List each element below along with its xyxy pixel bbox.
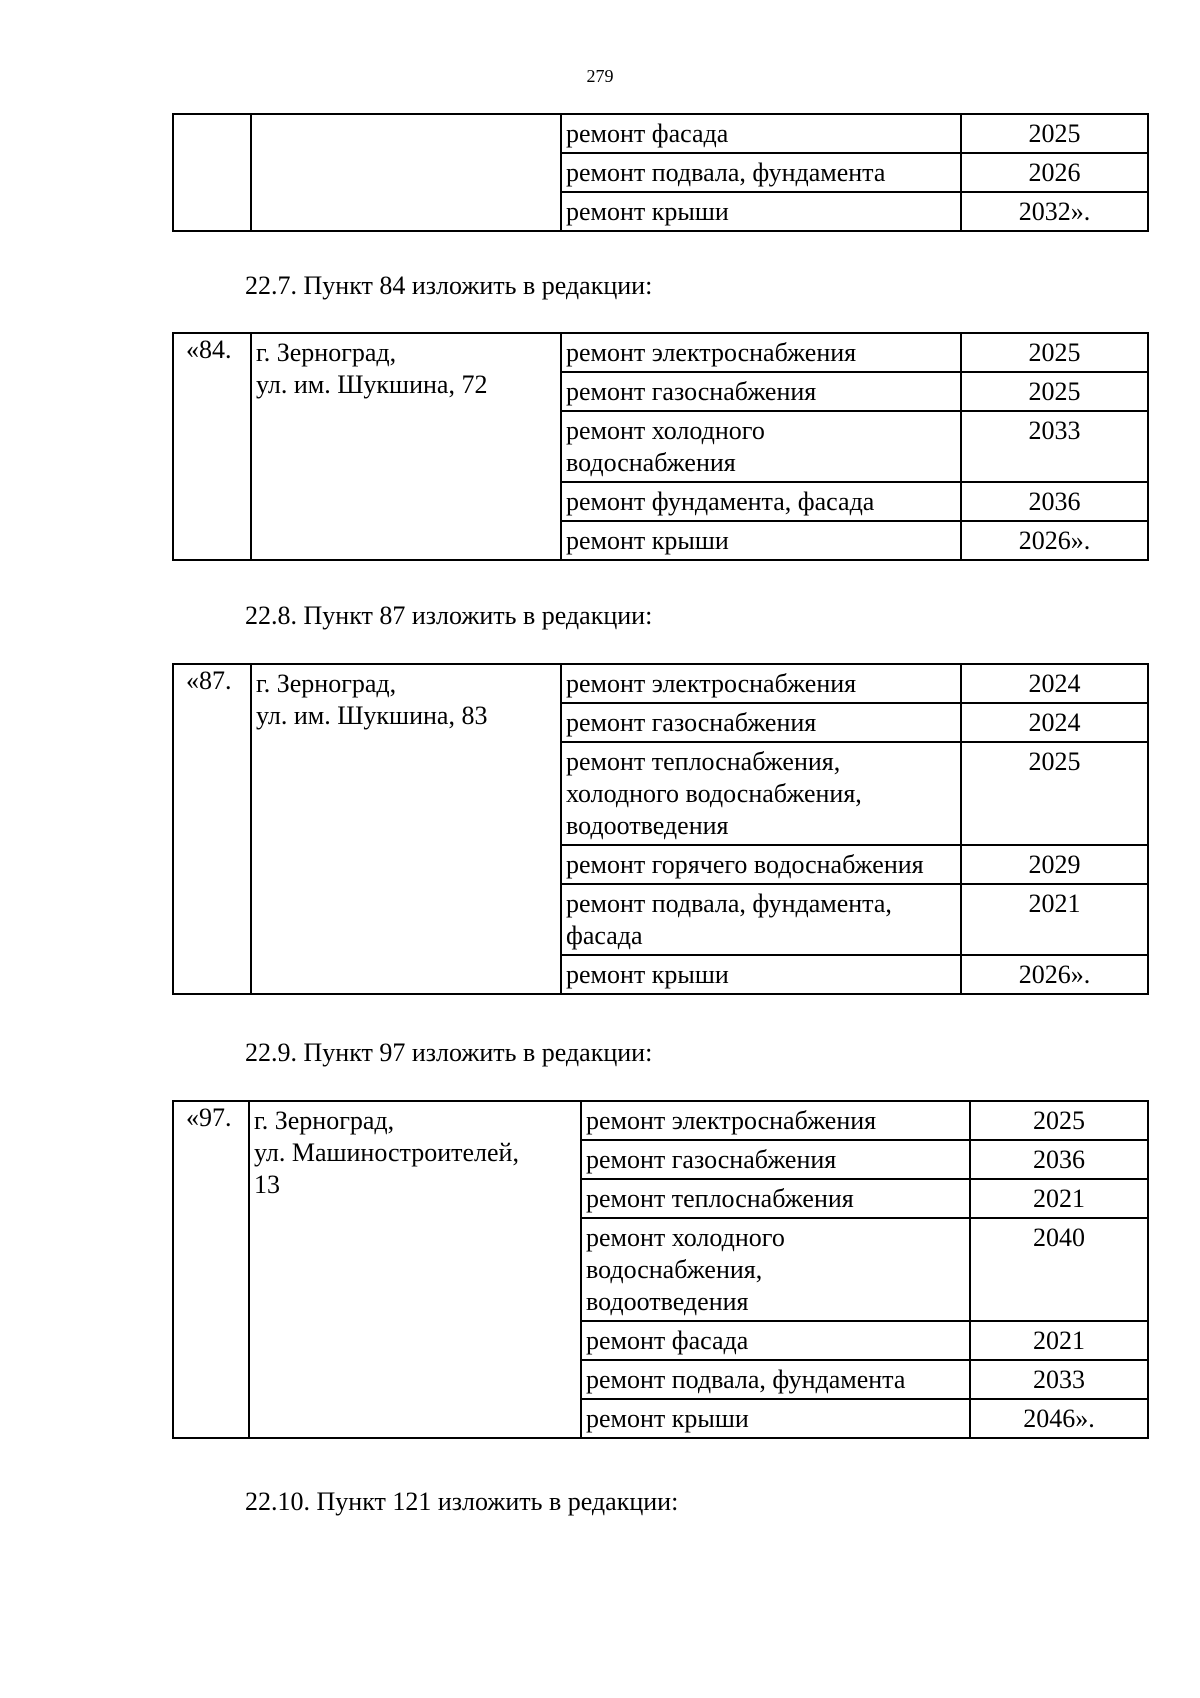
work-cell: ремонт фасада	[581, 1321, 970, 1360]
works-table	[172, 332, 1149, 561]
year-cell: 2032».	[961, 192, 1148, 231]
year-cell: 2046».	[970, 1399, 1148, 1438]
work-cell: ремонт газоснабжения	[561, 703, 961, 742]
work-line: ремонт холодного	[586, 1223, 785, 1252]
work-cell: ремонт электроснабжения	[561, 664, 961, 703]
year-cell: 2029	[961, 845, 1148, 884]
address-line: г. Зерноград,	[254, 1106, 395, 1135]
address-line: г. Зерноград,	[256, 338, 397, 367]
table-row	[173, 333, 1148, 372]
year-cell: 2021	[970, 1179, 1148, 1218]
table-row	[173, 114, 1148, 153]
table-block-84	[172, 332, 1147, 561]
work-line: водоотведения	[566, 811, 729, 840]
year-cell: 2033	[970, 1360, 1148, 1399]
work-cell: ремонт крыши	[561, 955, 961, 994]
section-heading-84: 22.7. Пункт 84 изложить в редакции:	[245, 271, 653, 300]
table-block-97	[172, 1100, 1147, 1439]
address-cell	[249, 1101, 581, 1438]
work-cell	[561, 742, 961, 845]
work-cell: ремонт газоснабжения	[581, 1140, 970, 1179]
work-cell	[581, 1218, 970, 1321]
item-number-cell: «84.	[173, 333, 251, 560]
work-cell: ремонт газоснабжения	[561, 372, 961, 411]
year-cell: 2021	[970, 1321, 1148, 1360]
address-cell	[251, 664, 561, 994]
works-table	[172, 663, 1149, 995]
year-cell: 2024	[961, 664, 1148, 703]
section-heading-121: 22.10. Пункт 121 изложить в редакции:	[245, 1487, 679, 1516]
item-number-cell: «87.	[173, 664, 251, 994]
works-table	[172, 113, 1149, 232]
year-cell: 2021	[961, 884, 1148, 955]
table-block-continuation	[172, 113, 1147, 232]
year-cell: 2036	[961, 482, 1148, 521]
year-cell: 2025	[961, 114, 1148, 153]
year-cell: 2026	[961, 153, 1148, 192]
work-cell	[561, 884, 961, 955]
table-block-87	[172, 663, 1147, 995]
item-number-cell: «97.	[173, 1101, 249, 1438]
item-number-cell	[173, 114, 251, 231]
address-line: ул. им. Шукшина, 72	[256, 370, 488, 399]
work-cell: ремонт фундамента, фасада	[561, 482, 961, 521]
section-heading-87: 22.8. Пункт 87 изложить в редакции:	[245, 601, 653, 630]
address-line: ул. Машиностроителей,	[254, 1138, 519, 1167]
year-cell: 2033	[961, 411, 1148, 482]
year-cell: 2024	[961, 703, 1148, 742]
address-line: ул. им. Шукшина, 83	[256, 701, 488, 730]
work-cell: ремонт горячего водоснабжения	[561, 845, 961, 884]
year-cell: 2026».	[961, 521, 1148, 560]
work-cell: ремонт теплоснабжения	[581, 1179, 970, 1218]
page-number: 279	[586, 66, 614, 86]
work-cell: ремонт электроснабжения	[561, 333, 961, 372]
work-cell	[561, 411, 961, 482]
work-line: ремонт холодного	[566, 416, 765, 445]
work-line: ремонт теплоснабжения,	[566, 747, 841, 776]
works-table	[172, 1100, 1149, 1439]
year-cell: 2040	[970, 1218, 1148, 1321]
address-cell	[251, 333, 561, 560]
year-cell: 2025	[961, 372, 1148, 411]
work-line: холодного водоснабжения,	[566, 779, 862, 808]
address-line: г. Зерноград,	[256, 669, 397, 698]
work-line: ремонт подвала, фундамента,	[566, 889, 892, 918]
work-line: водоотведения	[586, 1287, 749, 1316]
year-cell: 2025	[961, 742, 1148, 845]
year-cell: 2025	[961, 333, 1148, 372]
work-cell: ремонт подвала, фундамента	[581, 1360, 970, 1399]
work-cell: ремонт электроснабжения	[581, 1101, 970, 1140]
address-cell	[251, 114, 561, 231]
work-line: водоснабжения	[566, 448, 736, 477]
year-cell: 2026».	[961, 955, 1148, 994]
year-cell: 2025	[970, 1101, 1148, 1140]
work-cell: ремонт крыши	[581, 1399, 970, 1438]
section-heading-97: 22.9. Пункт 97 изложить в редакции:	[245, 1038, 653, 1067]
work-cell: ремонт фасада	[561, 114, 961, 153]
table-row	[173, 664, 1148, 703]
work-cell: ремонт крыши	[561, 192, 961, 231]
work-cell: ремонт подвала, фундамента	[561, 153, 961, 192]
year-cell: 2036	[970, 1140, 1148, 1179]
table-row	[173, 1101, 1148, 1140]
work-line: фасада	[566, 921, 643, 950]
work-cell: ремонт крыши	[561, 521, 961, 560]
address-line: 13	[254, 1170, 280, 1199]
work-line: водоснабжения,	[586, 1255, 763, 1284]
